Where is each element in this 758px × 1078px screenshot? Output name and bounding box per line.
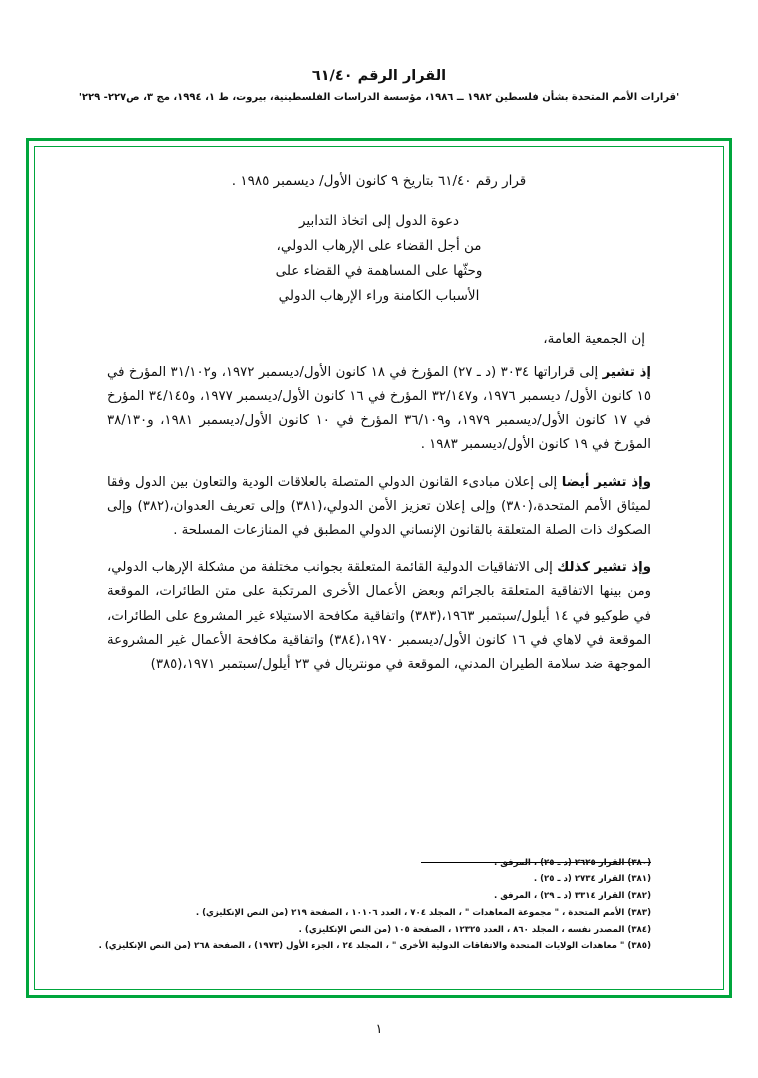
footnote-382: (٣٨٢) القرار ٣٣١٤ (د ـ ٢٩) ، المرفق . [493,891,651,901]
heading-line-2: من أجل القضاء على الإرهاب الدولي، [276,237,482,254]
page-title: القرار الرقم ٦١/٤٠ [311,68,447,84]
footnote-385: (٣٨٥) " معاهدات الولايات المتحدة والاتفاقات الدولية الأخرى " ، المجلد ٢٤ ، الجزء الأول (١٩٧٣) ، الصفحة ٢٦٨ (من النص الإنكليزي) . [98,941,651,952]
paragraph-1-text: إلى قراراتها ٣٠٣٤ (د ـ ٢٧) المؤرخ في ١٨ كانون الأول/ديسمبر ١٩٧٢، و٣١/١٠٢ المؤرخ في ١٥ كانون الأول/ ديسمبر ١٩٧٦، و٣٢/١٤٧ المؤرخ في ١٦ كانون الأول/ديسمبر ١٩٧٧، و٣٤/١٤٥ المؤرخ في ١٧ كانون الأول/ديسمبر ١٩٧٩، و٣٦/١٠٩ المؤرخ في ١٠ كانون الأول/ديسمبر ١٩٨١، و٣٨/١٣٠ المؤرخ في ١٩ كانون الأول/ديسمبر ١٩٨٣ . [107,364,651,453]
heading-line-4: الأسباب الكامنة وراء الإرهاب الدولي [278,287,480,304]
resolution-heading [107,209,651,309]
heading-line-1: دعوة الدول إلى اتخاذ التدابير [298,213,460,229]
footnotes-block [69,855,651,956]
document-header [0,0,758,105]
paragraph-3-text: إلى الاتفاقيات الدولية القائمة المتعلقة بجوانب مختلفة من مشكلة الإرهاب الدولي، ومن بينها الاتفاقية المتعلقة بالجرائم وبعض الأعمال الأخرى المرتكبة على متن الطائرات، الموقعة في طوكيو في ١٤ أيلول/سبتمبر ١٩٦٣،(٣٨٣) واتفاقية مكافحة الاستيلاء غير المشروع على الطائرات، الموقعة في لاهاي في ١٦ كانون الأول/ديسمبر ١٩٧٠،(٣٨٤) واتفاقية مكافحة الأعمال غير المشروعة الموجهة ضد سلامة الطيران المدني، الموقعة في مونتريال في ٢٣ أيلول/سبتمبر ١٩٧١،(٣٨٥) [107,560,652,672]
footnote-380: (٣٨٠) القرار ٢٦٢٥ (د ـ ٢٥) ، المرفق . [493,857,651,868]
paragraph-2-text: إلى إعلان مبادىء القانون الدولي المتصلة بالعلاقات الودية والتعاون بين الدول وفقا لميثاق الأمم المتحدة،(٣٨٠) وإلى إعلان تعزيز الأمن الدولي،(٣٨١) وإلى تعريف العدوان،(٣٨٢) وإلى الصكوك ذات الصلة المتعلقة بالقانون الإنساني الدولي المطبق في المنازعات المسلحة . [107,474,651,538]
paragraph-1 [107,361,651,458]
green-border-frame [26,138,732,998]
heading-line-3: وحثّها على المساهمة في القضاء على [275,262,483,279]
paragraph-2-lead: وإذ تشير أيضا [561,474,652,490]
paragraph-2 [107,471,651,544]
document-body [29,141,729,995]
addressee-line: إن الجمعية العامة، [543,330,645,347]
paragraph-3-lead: وإذ تشير كذلك [557,560,651,576]
footnote-383: (٣٨٣) الأمم المتحدة ، " مجموعة المعاهدات " ، المجلد ٧٠٤ ، العدد ١٠١٠٦ ، الصفحة ٢١٩ (من النص الإنكليزي) . [195,907,651,918]
footnote-381: (٣٨١) القرار ٢٧٣٤ (د ـ ٢٥) . [533,874,651,885]
paragraph-1-lead: إذ تشير [602,364,651,380]
source-citation: 'قرارات الأمم المتحدة بشأن فلسطين ١٩٨٢ ــ ١٩٨٦، مؤسسة الدراسات الفلسطينية، بيروت، ط ١، ١٩٩٤، مج ٣، ص٢٢٧- ٢٢٩' [78,92,680,103]
footnote-384: (٣٨٤) المصدر نفسه ، المجلد ٨٦٠ ، العدد ١٢٣٢٥ ، الصفحة ١٠٥ (من النص الإنكليزي) . [298,924,651,935]
page-number: ١ [375,1022,383,1037]
resolution-reference: قرار رقم ٦١/٤٠ بتاريخ ٩ كانون الأول/ ديسمبر ١٩٨٥ . [231,173,527,189]
paragraph-3 [107,556,651,677]
